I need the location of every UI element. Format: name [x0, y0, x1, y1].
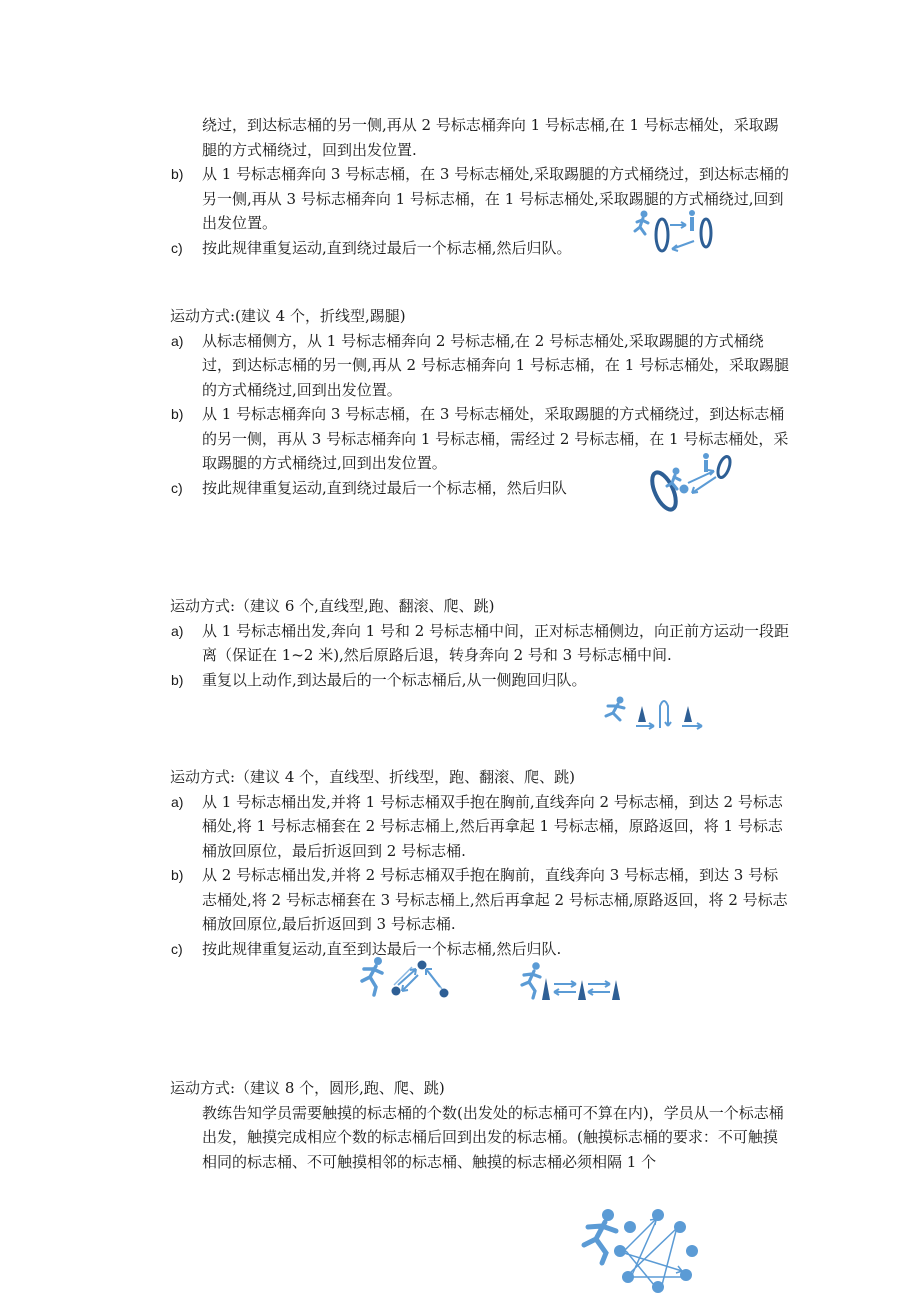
- section-4: [170, 765, 790, 961]
- list-marker: a): [171, 793, 184, 810]
- list-item: [170, 619, 790, 668]
- list-marker: a): [171, 622, 184, 639]
- list-marker: a): [171, 332, 184, 349]
- list-item-text: 从 1 号标志桶奔向 3 号标志桶，在 3 号标志桶处,采取踢腿的方式桶绕过，到达标志桶的另一侧,再从 3 号标志桶奔向 1 号标志桶，在 1 号标志桶处,采取踢腿的方式桶绕过,回到出发位置。: [202, 165, 790, 232]
- list-marker: c): [171, 239, 183, 256]
- section-heading: 运动方式:(建议 4 个，折线型,踢腿): [170, 307, 406, 325]
- list-item-text: 按此规律重复运动,直到绕过最后一个标志桶，然后归队: [202, 478, 567, 497]
- section-heading: 运动方式:（建议 8 个，圆形,跑、爬、跳): [170, 1079, 445, 1097]
- list-item-text: 从标志桶侧方，从 1 号标志桶奔向 2 号标志桶,在 2 号标志桶处,采取踢腿的方式桶绕过，到达标志桶的另一侧,再从 2 号标志桶奔向 1 号标志桶，在 1 号标志桶处，采取踢腿的方式桶绕过,回到出发位置。: [202, 331, 790, 399]
- list-item-text: 按此规律重复运动,直到绕过最后一个标志桶,然后归队。: [202, 238, 572, 257]
- list-item-text: 从 1 号标志桶出发,奔向 1 号和 2 号标志桶中间，正对标志桶侧边，向正前方运动一段距离（保证在 1~2 米),然后原路后退，转身奔向 2 号和 3 号标志桶中间.: [202, 621, 790, 664]
- list-marker: b): [171, 867, 184, 883]
- list-marker: b): [171, 406, 184, 422]
- section-5: [170, 1076, 790, 1174]
- section-paragraph: 教练告知学员需要触摸的标志桶的个数(出发处的标志桶可不算在内)，学员从一个标志桶出发，触摸完成相应个数的标志桶后回到出发的标志桶。(触摸标志桶的要求：不可触摸相同的标志桶、不可触摸相邻的标志桶、触摸的标志桶必须相隔 1 个: [202, 1103, 784, 1171]
- list-item: [170, 790, 790, 864]
- list-item-text: 从 1 号标志桶奔向 3 号标志桶，在 3 号标志桶处，采取踢腿的方式桶绕过，到达标志桶的另一侧，再从 3 号标志桶奔向 1 号标志桶，需经过 2 号标志桶，在 1 号标志桶处，采取踢腿的方式桶绕过,回到出发位置。: [202, 405, 789, 472]
- list-item: [170, 937, 790, 962]
- section-3: [170, 594, 790, 692]
- list-marker: b): [171, 671, 184, 688]
- runner-dots-icon: [352, 955, 456, 1001]
- section-heading: 运动方式:（建议 6 个,直线型,跑、翻滚、爬、跳): [170, 597, 495, 615]
- runner-cones-loop-icon: [632, 205, 722, 265]
- list-item-text: 重复以上动作,到达最后的一个标志桶后,从一侧跑回归队。: [202, 670, 587, 689]
- list-item-text: 从 1 号标志桶出发,并将 1 号标志桶双手抱在胸前,直线奔向 2 号标志桶，到达 2 号标志桶处,将 1 号标志桶套在 2 号标志桶上,然后再拿起 1 号标志桶，原路返回，将 1 号标志桶放回原位，最后折返回到 2 号标志桶.: [202, 792, 783, 860]
- list-item: [170, 329, 790, 403]
- runner-cones-straight-icon: [598, 694, 708, 734]
- list-item: [170, 863, 790, 937]
- runner-circle-dots-icon: [570, 1205, 705, 1297]
- runner-cones-stack-icon: [516, 960, 628, 1004]
- section-heading: 运动方式:（建议 4 个，直线型、折线型，跑、翻滚、爬、跳): [170, 768, 575, 786]
- list-item: [170, 668, 790, 693]
- list-marker: c): [171, 479, 183, 496]
- continuation-text: 绕过，到达标志桶的另一侧,再从 2 号标志桶奔向 1 号标志桶,在 1 号标志桶处，采取踢腿的方式桶绕过，回到出发位置.: [202, 116, 779, 159]
- runner-cones-zigzag-icon: [648, 447, 738, 519]
- list-marker: b): [171, 166, 184, 182]
- list-item-text: 从 2 号标志桶出发,并将 2 号标志桶双手抱在胸前，直线奔向 3 号标志桶，到达 3 号标志桶处,将 2 号标志桶套在 3 号标志桶上,然后再拿起 2 号标志桶,原路返回，将 2 号标志桶放回原位,最后折返回到 3 号标志桶.: [202, 866, 788, 933]
- list-marker: c): [171, 940, 183, 957]
- list-item-text: 按此规律重复运动,直至到达最后一个标志桶,然后归队.: [202, 939, 562, 958]
